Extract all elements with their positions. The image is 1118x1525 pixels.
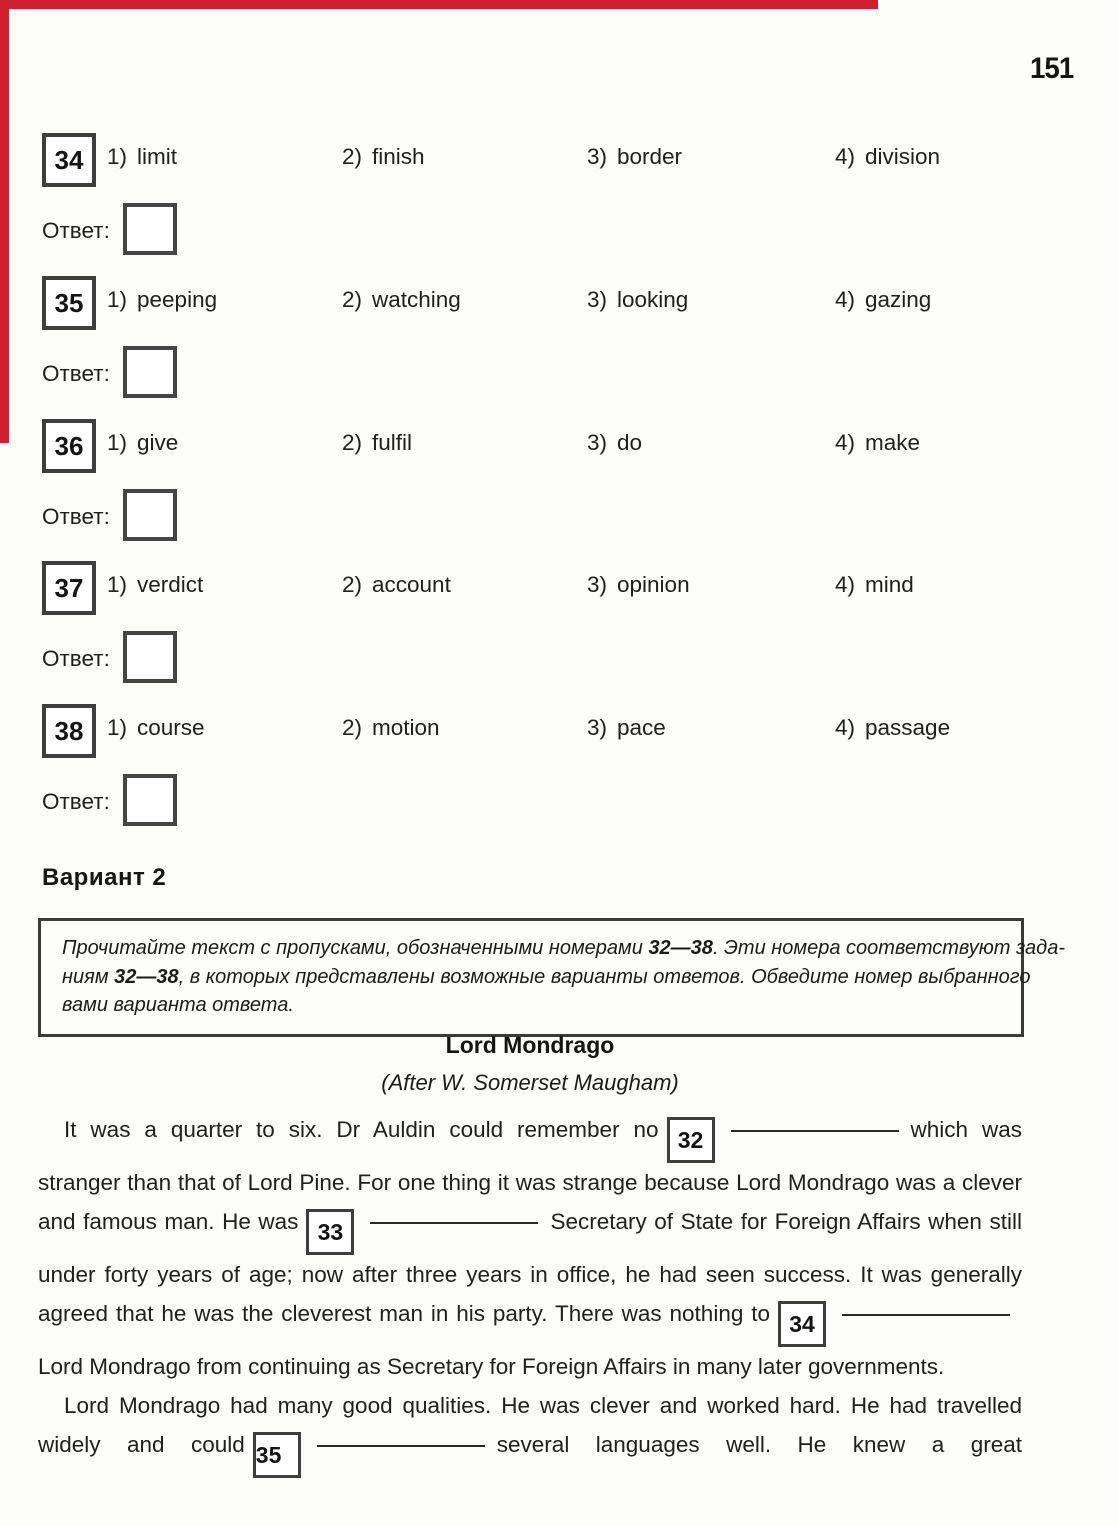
option-3[interactable] bbox=[587, 287, 688, 313]
option-1[interactable] bbox=[107, 430, 178, 456]
instruction-text: Прочитайте текст с пропусками, обозначенными номерами bbox=[62, 937, 649, 959]
answer-box[interactable] bbox=[123, 346, 177, 398]
option-1[interactable] bbox=[107, 287, 217, 313]
instruction-line-3: вами варианта ответа. bbox=[62, 994, 294, 1016]
option-text: border bbox=[617, 144, 683, 169]
answer-row-36 bbox=[0, 489, 1118, 545]
option-1[interactable] bbox=[107, 715, 205, 741]
answer-label: Ответ: bbox=[42, 789, 110, 814]
question-number: 38 bbox=[54, 716, 84, 746]
option-label: 3) bbox=[587, 572, 608, 597]
answer-label: Ответ: bbox=[42, 646, 110, 671]
answer-label: Ответ: bbox=[42, 218, 110, 243]
option-text: course bbox=[137, 715, 205, 740]
gap-number-box-32: 32 bbox=[667, 1117, 715, 1163]
story-passage bbox=[38, 1110, 1022, 1478]
option-label: 4) bbox=[835, 144, 856, 169]
option-1[interactable] bbox=[107, 572, 203, 598]
answer-box[interactable] bbox=[123, 489, 177, 541]
page-number: 151 bbox=[1030, 52, 1074, 85]
option-4[interactable] bbox=[835, 144, 940, 170]
question-number-box bbox=[42, 276, 96, 330]
option-text: give bbox=[137, 430, 179, 455]
option-label: 2) bbox=[342, 715, 363, 740]
option-text: make bbox=[865, 430, 921, 455]
question-number-box bbox=[42, 133, 96, 187]
story-title: Lord Mondrago bbox=[445, 1032, 615, 1058]
option-label: 2) bbox=[342, 572, 363, 597]
variant-heading: Вариант 2 bbox=[42, 864, 167, 891]
gap-number-box-35: 35 bbox=[253, 1432, 301, 1478]
instruction-line-1 bbox=[62, 934, 1065, 963]
passage-paragraph-2 bbox=[38, 1386, 1022, 1478]
option-4[interactable] bbox=[835, 287, 931, 313]
option-4[interactable] bbox=[835, 572, 914, 598]
option-3[interactable] bbox=[587, 144, 682, 170]
option-text: gazing bbox=[865, 287, 932, 312]
answer-box[interactable] bbox=[123, 631, 177, 683]
option-label: 4) bbox=[835, 430, 856, 455]
task-range: 32—38 bbox=[114, 965, 179, 988]
answer-label: Ответ: bbox=[42, 361, 110, 386]
option-2[interactable] bbox=[342, 144, 425, 170]
answer-box[interactable] bbox=[123, 203, 177, 255]
option-label: 3) bbox=[587, 287, 608, 312]
option-3[interactable] bbox=[587, 715, 666, 741]
option-label: 1) bbox=[107, 144, 128, 169]
instruction-text: , в которых представлены возможные варианты ответов. Обведите номер выбранного bbox=[178, 965, 1031, 988]
answer-row-38 bbox=[0, 774, 1118, 830]
question-number-box bbox=[42, 704, 96, 758]
option-text: passage bbox=[865, 715, 951, 740]
option-text: pace bbox=[617, 715, 666, 740]
task-range: 32—38 bbox=[648, 937, 713, 959]
question-number-box bbox=[42, 419, 96, 473]
passage-paragraph-1 bbox=[38, 1110, 1022, 1386]
option-2[interactable] bbox=[342, 287, 461, 313]
option-text: do bbox=[617, 430, 643, 455]
passage-text: which was stranger than that of Lord Pine. For one thing it was strange because Lord Mondrago was a clever and famous man. He was bbox=[38, 1117, 1022, 1234]
option-text: motion bbox=[372, 715, 440, 740]
passage-text: several languages well. He knew a great bbox=[496, 1432, 1023, 1457]
answer-row-34 bbox=[0, 203, 1118, 259]
option-label: 2) bbox=[342, 144, 363, 169]
option-text: opinion bbox=[617, 572, 690, 597]
answer-label: Ответ: bbox=[42, 504, 110, 529]
option-label: 1) bbox=[107, 430, 128, 455]
question-row-36 bbox=[0, 419, 1118, 475]
answer-row-37 bbox=[0, 631, 1118, 687]
option-text: account bbox=[372, 572, 451, 597]
option-label: 1) bbox=[107, 572, 128, 597]
option-label: 1) bbox=[107, 287, 128, 312]
instruction-line-2 bbox=[62, 963, 1031, 992]
option-label: 4) bbox=[835, 572, 856, 597]
instruction-text: ниям bbox=[62, 965, 115, 988]
option-2[interactable] bbox=[342, 430, 412, 456]
option-text: mind bbox=[865, 572, 914, 597]
gap-blank-line[interactable] bbox=[317, 1445, 485, 1447]
option-text: fulfil bbox=[372, 430, 413, 455]
question-number: 36 bbox=[54, 431, 84, 461]
option-2[interactable] bbox=[342, 715, 440, 741]
passage-text: It was a quarter to six. Dr Auldin could remember no bbox=[64, 1117, 659, 1142]
option-label: 4) bbox=[835, 287, 856, 312]
question-number: 35 bbox=[54, 288, 84, 318]
gap-blank-line[interactable] bbox=[842, 1314, 1010, 1316]
option-3[interactable] bbox=[587, 430, 642, 456]
passage-text: Secretary of State for Foreign Affairs when still under forty years of age; now after three years in office, he had seen success. It was generally agreed that he was the cleverest man in his party. There was nothing to bbox=[38, 1209, 1023, 1326]
gap-number-box-34: 34 bbox=[778, 1301, 826, 1347]
passage-text: Lord Mondrago had many good qualities. He was clever and worked hard. He had travelled widely and could bbox=[38, 1393, 1022, 1457]
option-label: 4) bbox=[835, 715, 856, 740]
option-text: watching bbox=[372, 287, 461, 312]
passage-text: Lord Mondrago from continuing as Secretary for Foreign Affairs in many later governments. bbox=[38, 1354, 945, 1379]
option-3[interactable] bbox=[587, 572, 690, 598]
gap-blank-line[interactable] bbox=[370, 1222, 538, 1224]
option-text: verdict bbox=[137, 572, 204, 597]
question-row-37 bbox=[0, 561, 1118, 617]
instruction-box bbox=[38, 918, 1065, 1037]
question-number: 34 bbox=[54, 145, 84, 175]
option-4[interactable] bbox=[835, 715, 950, 741]
option-label: 3) bbox=[587, 144, 608, 169]
question-row-38 bbox=[0, 704, 1118, 760]
option-text: division bbox=[865, 144, 941, 169]
option-label: 3) bbox=[587, 715, 608, 740]
instruction-text: . Эти номера соответствуют зада- bbox=[712, 937, 1065, 959]
option-label: 2) bbox=[342, 430, 363, 455]
answer-box[interactable] bbox=[123, 774, 177, 826]
option-2[interactable] bbox=[342, 572, 451, 598]
question-number-box bbox=[42, 561, 96, 615]
option-label: 1) bbox=[107, 715, 128, 740]
option-text: looking bbox=[617, 287, 689, 312]
scan-edge-artifact-top bbox=[0, 0, 878, 9]
gap-blank-line[interactable] bbox=[731, 1130, 899, 1132]
question-number: 37 bbox=[54, 573, 84, 603]
option-label: 3) bbox=[587, 430, 608, 455]
question-row-34 bbox=[0, 133, 1118, 189]
option-text: finish bbox=[372, 144, 425, 169]
option-text: peeping bbox=[137, 287, 218, 312]
gap-number-box-33: 33 bbox=[306, 1209, 354, 1255]
option-4[interactable] bbox=[835, 430, 920, 456]
option-label: 2) bbox=[342, 287, 363, 312]
option-text: limit bbox=[137, 144, 178, 169]
question-row-35 bbox=[0, 276, 1118, 332]
option-1[interactable] bbox=[107, 144, 177, 170]
answer-row-35 bbox=[0, 346, 1118, 402]
story-subtitle: (After W. Somerset Maugham) bbox=[381, 1070, 679, 1095]
